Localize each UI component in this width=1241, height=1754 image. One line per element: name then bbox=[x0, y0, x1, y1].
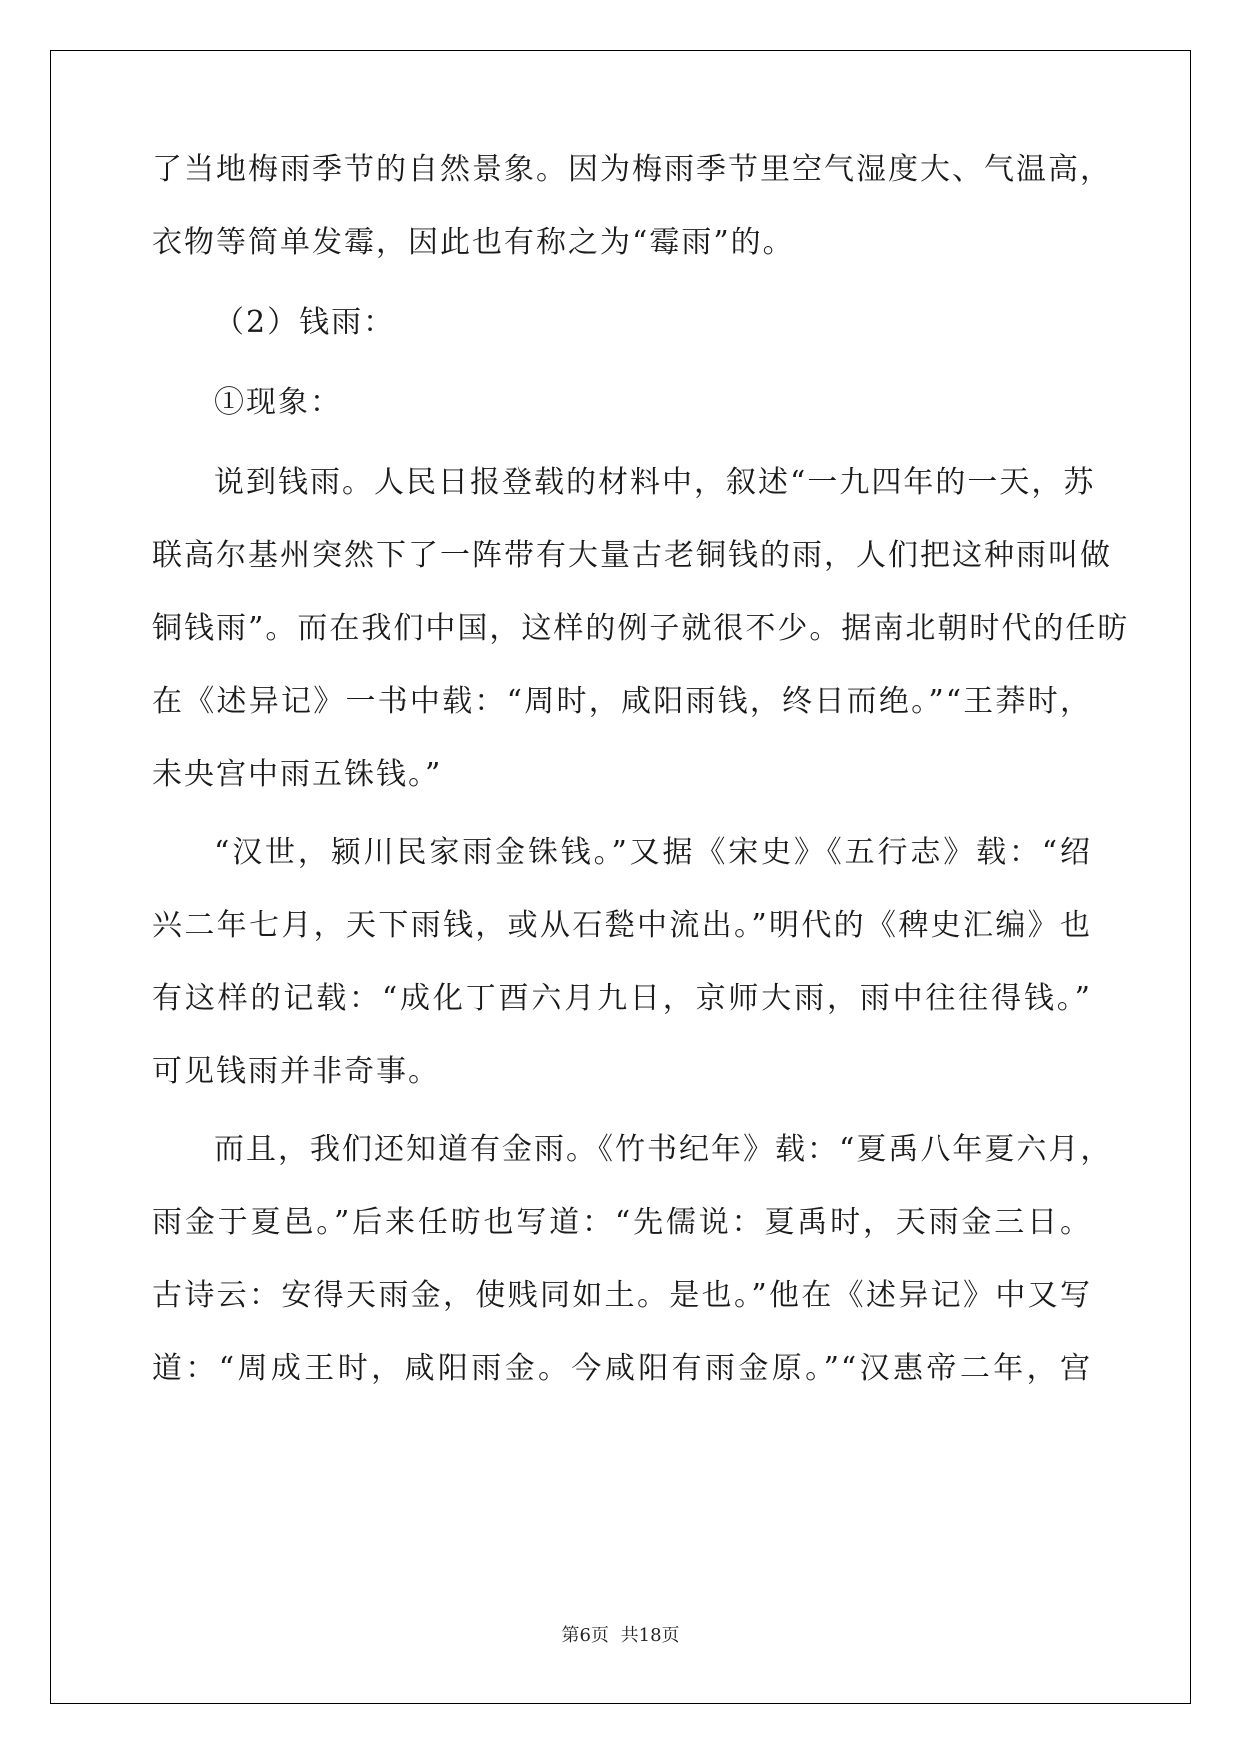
subsection-heading: ①现象： bbox=[214, 385, 342, 420]
section-heading: （2）钱雨： bbox=[214, 305, 396, 340]
text-line-7: 铜钱雨”。而在我们中国，这样的例子就很不少。据南北朝时代的任昉 bbox=[152, 611, 1130, 646]
page-total: 共18页 bbox=[620, 1625, 680, 1646]
text-line-13: 可见钱雨并非奇事。 bbox=[152, 1054, 440, 1089]
text-line-11: 兴二年七月，天下雨钱，或从石甃中流出。”明代的《稗史汇编》也 bbox=[152, 908, 1092, 943]
text-line-17: 道：“周成王时，咸阳雨金。今咸阳有雨金原。”“汉惠帝二年，宫 bbox=[152, 1351, 1092, 1386]
text-line-14: 而且，我们还知道有金雨。《竹书纪年》载：“夏禹八年夏六月， bbox=[214, 1132, 1113, 1167]
text-line-12: 有这样的记载：“成化丁酉六月九日，京师大雨，雨中往往得钱。” bbox=[152, 981, 1092, 1016]
text-line-9: 未央宫中雨五铢钱。” bbox=[152, 757, 443, 792]
text-line-2: 衣物等简单发霉，因此也有称之为“霉雨”的。 bbox=[152, 225, 795, 260]
page-footer bbox=[0, 1621, 1241, 1647]
text-line-8: 在《述异记》一书中载：“周时，咸阳雨钱，终日而绝。”“王莽时， bbox=[152, 684, 1092, 719]
text-line-6: 联高尔基州突然下了一阵带有大量古老铜钱的雨，人们把这种雨叫做 bbox=[152, 538, 1112, 573]
text-line-1: 了当地梅雨季节的自然景象。因为梅雨季节里空气湿度大、气温高， bbox=[152, 152, 1112, 187]
page-border bbox=[50, 50, 1191, 1704]
text-line-15: 雨金于夏邑。”后来任昉也写道：“先儒说：夏禹时，天雨金三日。 bbox=[152, 1205, 1092, 1240]
text-line-5: 说到钱雨。人民日报登载的材料中，叙述“一九四年的一天，苏 bbox=[214, 465, 1096, 500]
text-line-10: “汉世，颍川民家雨金铢钱。”又据《宋史》《五行志》载：“绍 bbox=[214, 835, 1092, 870]
page-number: 第6页 bbox=[561, 1625, 609, 1646]
text-line-16: 古诗云：安得天雨金，使贱同如土。是也。”他在《述异记》中又写 bbox=[152, 1278, 1092, 1313]
